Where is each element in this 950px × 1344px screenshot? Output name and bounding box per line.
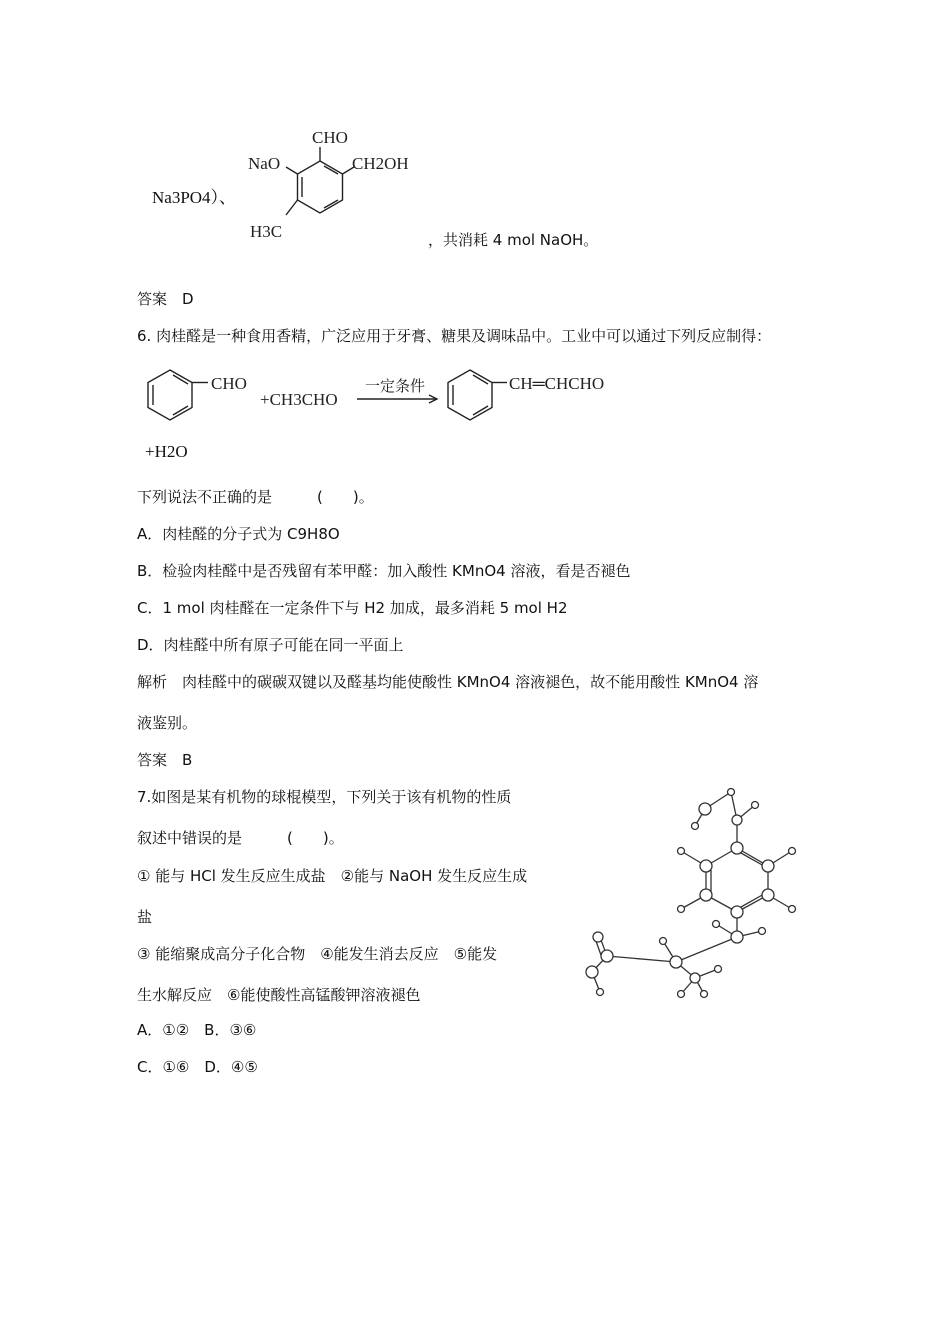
q7-line-6: 生水解反应 ⑥能使酸性高锰酸钾溶液褪色	[137, 986, 421, 1004]
cho-group-label: CHO	[211, 374, 247, 393]
water-label: +H2O	[145, 442, 188, 461]
q6-question: 下列说法不正确的是 ( )。	[137, 488, 374, 506]
q7-line-1: 7.如图是某有机物的球棍模型，下列关于该有机物的性质	[137, 788, 512, 806]
q7-options-cd: C．①⑥ D．④⑤	[137, 1058, 258, 1076]
q6-option-d: D．肉桂醛中所有原子可能在同一平面上	[137, 636, 404, 654]
cho-label: CHO	[312, 128, 348, 147]
q6-analysis-line2: 液鉴别。	[137, 714, 198, 732]
q7-line-3: ① 能与 HCl 发生反应生成盐 ②能与 NaOH 发生反应生成	[137, 867, 528, 885]
q7-line-4: 盐	[137, 908, 153, 926]
ch2oh-label: CH2OH	[352, 154, 409, 173]
product-group-label: CH═CHCHO	[509, 374, 605, 393]
q6-analysis-line1: 解析 肉桂醛中的碳碳双键以及醛基均能使酸性 KMnO4 溶液褪色，故不能用酸性 KMnO4 溶	[137, 673, 759, 691]
formula-na3po4: Na3PO4）、	[152, 188, 237, 207]
condition-label: 一定条件	[365, 377, 426, 395]
q6-option-a: A．肉桂醛的分子式为 C9H8O	[137, 525, 340, 543]
acetaldehyde-label: +CH3CHO	[260, 390, 338, 409]
nao-label: NaO	[248, 154, 281, 173]
sodium-salt-structure	[240, 125, 440, 245]
q6-stem: 6. 肉桂醛是一种食用香精，广泛应用于牙膏、糖果及调味品中。工业中可以通过下列反应制得：	[137, 327, 772, 345]
q6-option-c: C．1 mol 肉桂醛在一定条件下与 H2 加成，最多消耗 5 mol H2	[137, 599, 568, 617]
q7-options-ab: A．①② B．③⑥	[137, 1021, 257, 1039]
h3c-label: H3C	[250, 222, 283, 241]
q7-line-2: 叙述中错误的是 ( )。	[137, 829, 344, 847]
q6-answer: 答案 B	[137, 751, 193, 769]
reaction-scheme	[145, 362, 645, 432]
q5-tail-text: ，共消耗 4 mol NaOH。	[428, 231, 599, 249]
q7-line-5: ③ 能缩聚成高分子化合物 ④能发生消去反应 ⑤能发	[137, 945, 498, 963]
q6-option-b: B．检验肉桂醛中是否残留有苯甲醛：加入酸性 KMnO4 溶液，看是否褪色	[137, 562, 631, 580]
q5-answer: 答案 D	[137, 290, 194, 308]
